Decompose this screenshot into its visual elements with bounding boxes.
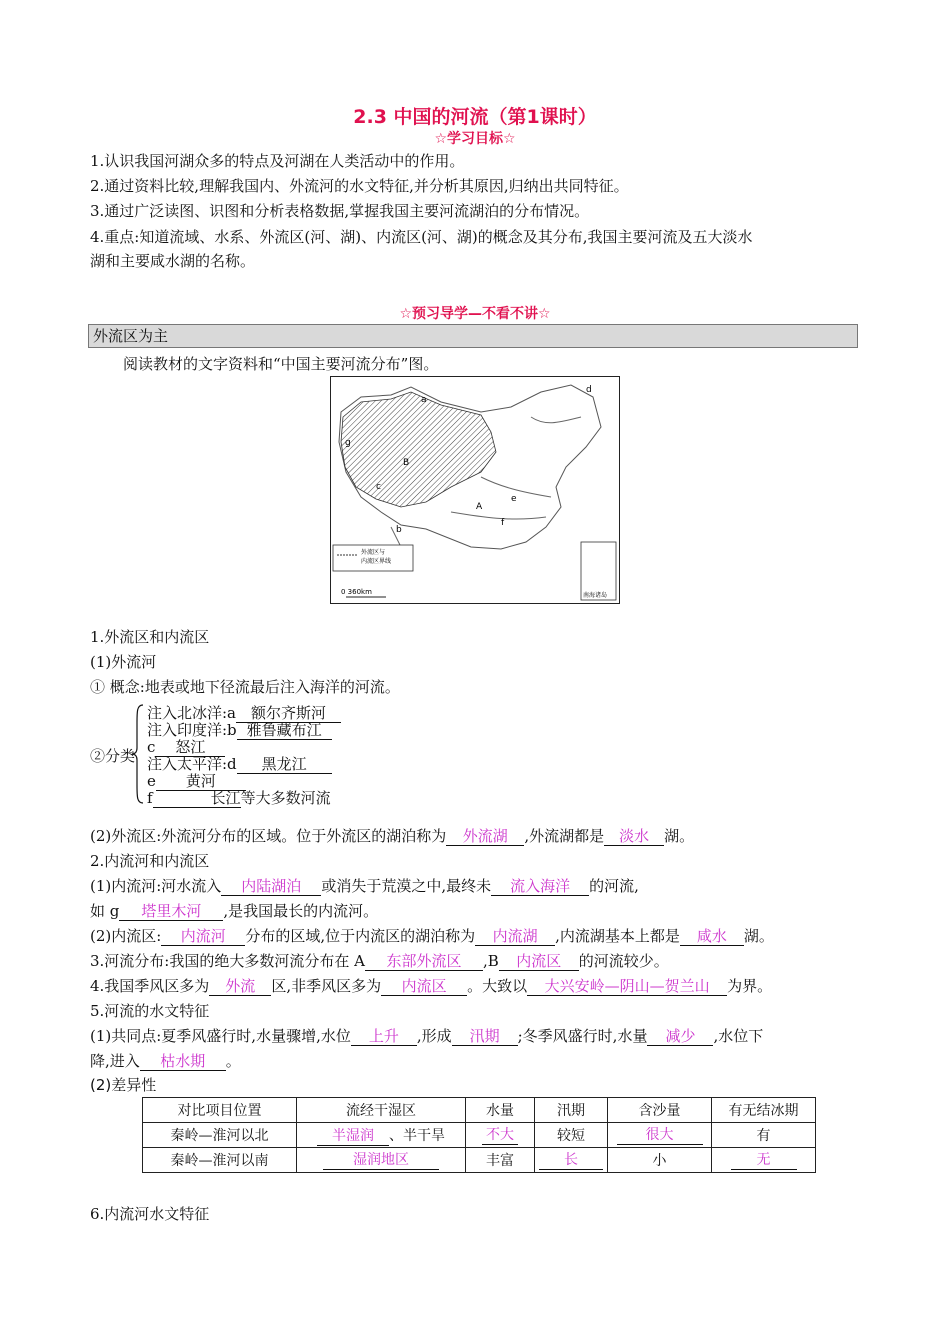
section-3: 3.河流分布:我国的绝大多数河流分布在 A 东部外流区 ,B 内流区 的河流较少。	[90, 952, 669, 970]
table-cell: 小	[608, 1148, 712, 1173]
classify-row-3: c 怒江	[147, 738, 225, 757]
brace-icon	[131, 703, 145, 805]
classify-label: ②分类	[90, 747, 136, 765]
table-header: 汛期	[535, 1098, 608, 1123]
table-cell: 较短	[535, 1123, 608, 1148]
map-label-b: b	[396, 525, 402, 535]
objective-4: 4.重点:知道流域、水系、外流区(河、湖)、内流区(河、湖)的概念及其分布,我国主要河流及五大淡水	[90, 228, 753, 246]
section-5-2-heading: (2)差异性	[90, 1076, 157, 1094]
section-5-1: (1)共同点:夏季风盛行时,水量骤增,水位 上升 ,形成 汛期 ;冬季风盛行时,水量 减少 ,水位下	[90, 1027, 764, 1045]
section-2-heading: 2.内流河和内流区	[90, 852, 210, 870]
table-cell: 长	[535, 1148, 608, 1173]
table-row	[143, 1123, 816, 1148]
classify-row-1: 注入北冰洋:a 额尔齐斯河	[147, 704, 341, 723]
river-map	[330, 376, 620, 604]
map-legend-2: 内流区界线	[361, 558, 392, 565]
map-label-a: a	[421, 395, 427, 405]
river-map-drawing	[331, 377, 618, 602]
section-4: 4.我国季风区多为 外流 区,非季风区多为 内流区 。大致以 大兴安岭—阴山—贺兰山 为界。	[90, 977, 773, 995]
map-legend: 外流区与	[361, 549, 386, 556]
comparison-table	[142, 1097, 816, 1173]
section-1-heading: 1.外流区和内流区	[90, 628, 210, 646]
page-title: 2.3 中国的河流（第1课时）	[353, 106, 597, 128]
objective-3: 3.通过广泛读图、识图和分析表格数据,掌握我国主要河流湖泊的分布情况。	[90, 202, 590, 220]
classify-row-5: e 黄河	[147, 772, 246, 791]
map-label-d: d	[586, 385, 592, 395]
table-cell: 半湿润 、半干旱	[297, 1123, 466, 1148]
section-2-1: (1)内流河:河水流入 内陆湖泊 或消失于荒漠之中,最终未 流入海洋 的河流,	[90, 877, 639, 895]
table-header: 流经干湿区	[297, 1098, 466, 1123]
table-header: 水量	[466, 1098, 535, 1123]
table-header: 对比项目位置	[143, 1098, 297, 1123]
concept-line: ① 概念:地表或地下径流最后注入海洋的河流。	[90, 678, 400, 696]
read-instruction: 阅读教材的文字资料和“中国主要河流分布”图。	[123, 355, 439, 373]
table-cell: 不大	[466, 1123, 535, 1148]
table-cell: 秦岭—淮河以北	[143, 1123, 297, 1148]
objective-4-cont: 湖和主要咸水湖的名称。	[90, 252, 256, 270]
section-2-1b: 如 g 塔里木河 ,是我国最长的内流河。	[90, 902, 379, 920]
section-5-1b: 降,进入 枯水期 。	[90, 1052, 241, 1070]
table-cell: 无	[712, 1148, 816, 1173]
table-header-row	[143, 1098, 816, 1123]
table-cell: 秦岭—淮河以南	[143, 1148, 297, 1173]
classify-row-2: 注入印度洋:b 雅鲁藏布江	[147, 721, 332, 740]
section-6-heading: 6.内流河水文特征	[90, 1205, 210, 1223]
objective-2: 2.通过资料比较,理解我国内、外流河的水文特征,并分析其原因,归纳出共同特征。	[90, 177, 629, 195]
preview-heading: ☆预习导学—不看不讲☆	[399, 306, 551, 322]
classify-row-4: 注入太平洋:d 黑龙江	[147, 755, 332, 774]
objectives-heading: ☆学习目标☆	[434, 131, 516, 147]
map-label-B: B	[403, 458, 410, 468]
table-cell: 很大	[608, 1123, 712, 1148]
section-2-2: (2)内流区: 内流河 分布的区域,位于内流区的湖泊称为 内流湖 ,内流湖基本上都是 咸水 湖。	[90, 927, 774, 945]
map-scale: 0 360km	[341, 588, 372, 596]
table-cell: 丰富	[466, 1148, 535, 1173]
map-label-f: f	[501, 518, 505, 528]
table-cell: 有	[712, 1123, 816, 1148]
section-1-1-heading: (1)外流河	[90, 653, 157, 671]
section-1-2: (2)外流区:外流河分布的区域。位于外流区的湖泊称为 外流湖 ,外流湖都是 淡水 湖。	[90, 827, 695, 845]
table-header: 有无结冰期	[712, 1098, 816, 1123]
map-label-A: A	[476, 502, 483, 512]
map-label-g: g	[345, 438, 351, 448]
section-5-heading: 5.河流的水文特征	[90, 1002, 210, 1020]
section-bar: 外流区为主	[88, 324, 858, 348]
objective-1: 1.认识我国河湖众多的特点及河湖在人类活动中的作用。	[90, 152, 465, 170]
map-inset-label: 南海诸岛	[583, 592, 608, 599]
map-label-e: e	[511, 494, 517, 504]
table-cell: 湿润地区	[297, 1148, 466, 1173]
map-label-c: c	[376, 482, 381, 492]
classify-row-6: f 长江等大多数河流	[147, 789, 331, 807]
table-row	[143, 1148, 816, 1173]
table-header: 含沙量	[608, 1098, 712, 1123]
